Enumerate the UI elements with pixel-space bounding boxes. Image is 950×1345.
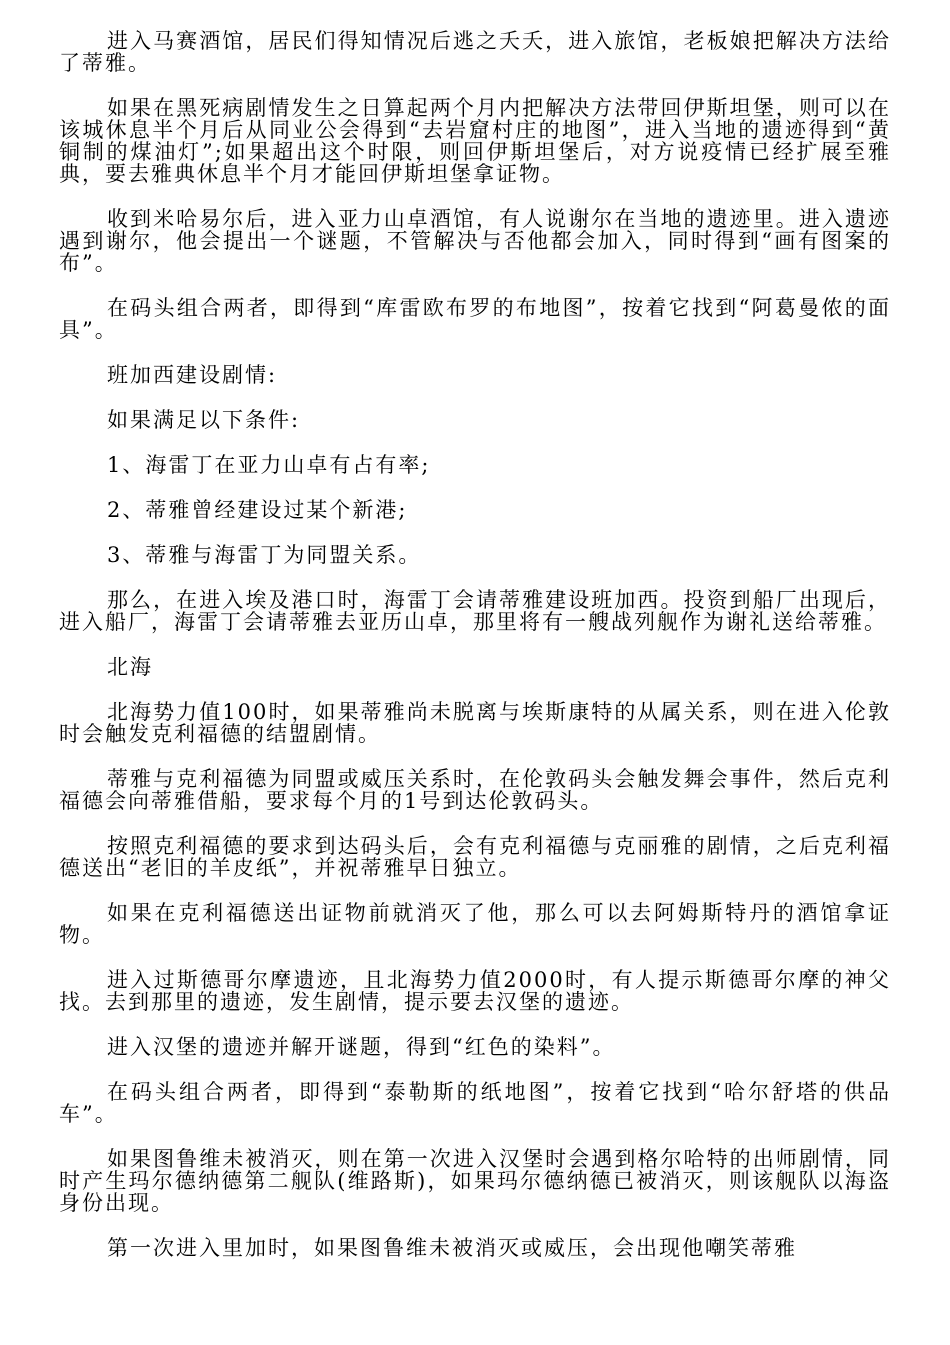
paragraph: 如果在克利福德送出证物前就消灭了他，那么可以去阿姆斯特丹的酒馆拿证物。 — [59, 901, 891, 947]
paragraph: 北海势力值100时，如果蒂雅尚未脱离与埃斯康特的从属关系，则在进入伦敦时会触发克利福德的结盟剧情。 — [59, 700, 891, 746]
document-page — [59, 30, 891, 1282]
paragraph: 如果满足以下条件: — [107, 408, 301, 432]
paragraph: 如果图鲁维未被消灭，则在第一次进入汉堡时会遇到格尔哈特的出师剧情，同时产生玛尔德纳德第二舰队(维路斯)，如果玛尔德纳德已被消灭，则该舰队以海盗身份出现。 — [59, 1147, 891, 1215]
list-item: 2、蒂雅曾经建设过某个新港; — [107, 498, 408, 522]
paragraph: 蒂雅与克利福德为同盟或威压关系时，在伦敦码头会触发舞会事件，然后克利福德会向蒂雅借船，要求每个月的1号到达伦敦码头。 — [59, 767, 891, 813]
list-item: 3、蒂雅与海雷丁为同盟关系。 — [107, 543, 422, 567]
paragraph: 那么，在进入埃及港口时，海雷丁会请蒂雅建设班加西。投资到船厂出现后，进入船厂，海雷丁会请蒂雅去亚历山卓，那里将有一艘战列舰作为谢礼送给蒂雅。 — [59, 588, 891, 634]
paragraph: 收到米哈易尔后，进入亚力山卓酒馆，有人说谢尔在当地的遗迹里。进入遗迹遇到谢尔，他会提出一个谜题，不管解决与否他都会加入，同时得到“画有图案的布”。 — [59, 207, 891, 275]
paragraph: 按照克利福德的要求到达码头后，会有克利福德与克丽雅的剧情，之后克利福德送出“老旧的羊皮纸”，并祝蒂雅早日独立。 — [59, 834, 891, 880]
paragraph: 第一次进入里加时，如果图鲁维未被消灭或威压，会出现他嘲笑蒂雅 — [107, 1236, 797, 1260]
section-heading: 北海 — [107, 655, 153, 679]
paragraph: 进入过斯德哥尔摩遗迹，且北海势力值2000时，有人提示斯德哥尔摩的神父找。去到那里的遗迹，发生剧情，提示要去汉堡的遗迹。 — [59, 968, 891, 1014]
section-heading: 班加西建设剧情: — [107, 363, 278, 387]
paragraph: 如果在黑死病剧情发生之日算起两个月内把解决方法带回伊斯坦堡，则可以在该城休息半个月后从同业公会得到“去岩窟村庄的地图”，进入当地的遗迹得到“黄铜制的煤油灯”;如果超出这个时限，则回伊斯坦堡后，对方说疫情已经扩展至雅典，要去雅典休息半个月才能回伊斯坦堡拿证物。 — [59, 96, 891, 186]
paragraph: 进入汉堡的遗迹并解开谜题，得到“红色的染料”。 — [107, 1035, 616, 1059]
paragraph: 在码头组合两者，即得到“库雷欧布罗的布地图”，按着它找到“阿葛曼侬的面具”。 — [59, 296, 891, 342]
list-item: 1、海雷丁在亚力山卓有占有率; — [107, 453, 431, 477]
paragraph: 在码头组合两者，即得到“泰勒斯的纸地图”，按着它找到“哈尔舒塔的供品车”。 — [59, 1080, 891, 1126]
paragraph: 进入马赛酒馆，居民们得知情况后逃之夭夭，进入旅馆，老板娘把解决方法给了蒂雅。 — [59, 29, 891, 75]
